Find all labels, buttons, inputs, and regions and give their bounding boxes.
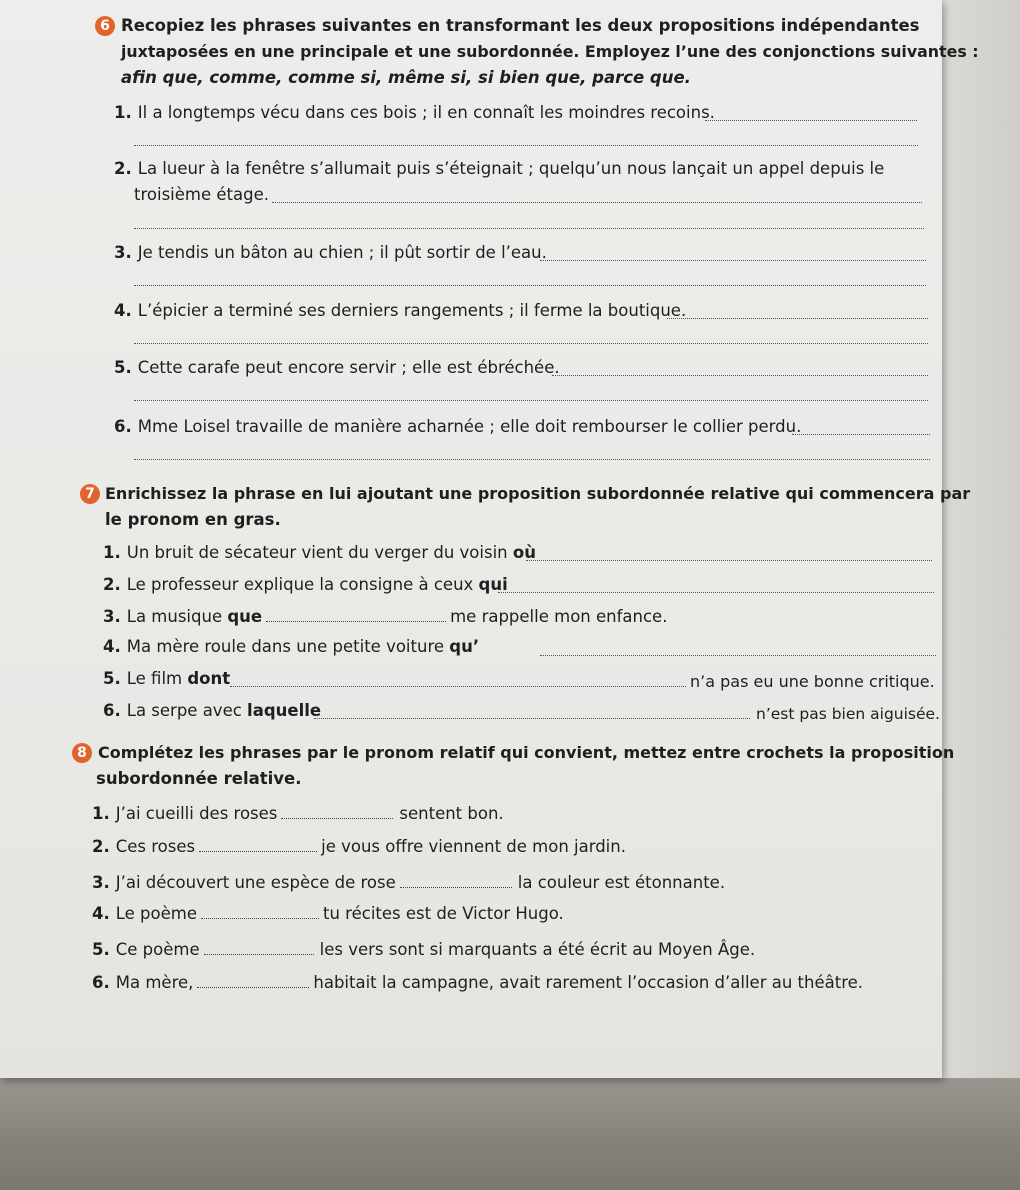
answer-blank[interactable] — [204, 940, 314, 955]
item-number: 5. — [92, 940, 110, 959]
answer-blank[interactable] — [201, 904, 319, 919]
item-text: Cette carafe peut encore servir ; elle est ébréchée. — [137, 358, 560, 377]
ex8-item-6 — [92, 972, 863, 994]
ex8-item-1 — [92, 803, 504, 825]
item-number: 4. — [103, 637, 121, 656]
item-text: La serpe avec — [126, 701, 248, 720]
answer-blank[interactable] — [266, 607, 446, 622]
item-number: 2. — [114, 159, 132, 178]
item-text-end: me rappelle mon enfance. — [450, 607, 668, 626]
ex6-item-2 — [114, 158, 884, 180]
answer-line[interactable] — [552, 375, 928, 376]
relative-pronoun: qui — [478, 575, 508, 594]
item-text: Le poème — [115, 904, 197, 923]
item-number: 5. — [114, 358, 132, 377]
answer-line[interactable] — [314, 718, 750, 719]
exercise-7-title-line2: le pronom en gras. — [105, 510, 281, 529]
item-number: 5. — [103, 669, 121, 688]
item-text: Ce poème — [115, 940, 200, 959]
item-number: 3. — [92, 873, 110, 892]
exercise-6-title-line2: juxtaposées en une principale et une subordonnée. Employez l’une des conjonctions suivantes : — [121, 42, 979, 61]
relative-pronoun: où — [512, 543, 536, 562]
ex6-item-5 — [114, 357, 560, 379]
answer-line[interactable] — [540, 655, 936, 656]
item-number: 1. — [92, 804, 110, 823]
ex7-item-1 — [103, 542, 536, 564]
answer-line[interactable] — [540, 260, 926, 261]
item-text: Un bruit de sécateur vient du verger du voisin — [126, 543, 513, 562]
answer-line[interactable] — [134, 145, 918, 146]
ex7-item-2 — [103, 574, 508, 596]
ex7-item-6-end: n’est pas bien aiguisée. — [756, 705, 940, 723]
item-number: 6. — [114, 417, 132, 436]
item-text-end: je vous offre viennent de mon jardin. — [321, 837, 626, 856]
item-text: Il a longtemps vécu dans ces bois ; il en connaît les moindres recoins. — [137, 103, 715, 122]
answer-blank[interactable] — [281, 804, 393, 819]
answer-line[interactable] — [134, 228, 924, 229]
page-edge — [942, 0, 1020, 1078]
ex6-item-1 — [114, 102, 715, 124]
relative-pronoun: laquelle — [247, 701, 322, 720]
ex6-item-3 — [114, 242, 547, 264]
item-text: La musique — [126, 607, 228, 626]
item-number: 6. — [103, 701, 121, 720]
item-number: 2. — [92, 837, 110, 856]
item-text: Je tendis un bâton au chien ; il pût sortir de l’eau. — [137, 243, 547, 262]
item-text-end: tu récites est de Victor Hugo. — [323, 904, 564, 923]
exercise-8-badge: 8 — [72, 743, 92, 763]
item-number: 4. — [92, 904, 110, 923]
item-number: 3. — [103, 607, 121, 626]
item-text-end: habitait la campagne, avait rarement l’occasion d’aller au théâtre. — [313, 973, 864, 992]
item-number: 1. — [103, 543, 121, 562]
ex6-item-4 — [114, 300, 686, 322]
ex7-item-5 — [103, 668, 230, 690]
item-text-end: les vers sont si marquants a été écrit au Moyen Âge. — [319, 940, 756, 959]
ex7-item-5-end: n’a pas eu une bonne critique. — [690, 672, 935, 691]
item-text-end: la couleur est étonnante. — [517, 873, 726, 892]
answer-line[interactable] — [705, 120, 917, 121]
exercise-6-title-line3: afin que, comme, comme si, même si, si bien que, parce que. — [121, 68, 691, 87]
item-text: La lueur à la fenêtre s’allumait puis s’éteignait ; quelqu’un nous lançait un appel depuis le — [137, 159, 885, 178]
answer-blank[interactable] — [197, 973, 309, 988]
item-text: J’ai cueilli des roses — [115, 804, 278, 823]
answer-line[interactable] — [134, 343, 928, 344]
answer-line[interactable] — [134, 285, 926, 286]
ex6-item-2-line2: troisième étage. — [134, 185, 269, 204]
ex7-item-3 — [103, 606, 667, 628]
answer-line[interactable] — [230, 686, 686, 687]
exercise-7-title-line1: Enrichissez la phrase en lui ajoutant une proposition subordonnée relative qui commencera par — [105, 484, 971, 503]
item-number: 2. — [103, 575, 121, 594]
table-surface — [0, 1075, 1020, 1190]
ex7-item-4 — [103, 636, 479, 658]
exercise-7-badge: 7 — [80, 484, 100, 504]
item-text-end: sentent bon. — [399, 804, 504, 823]
exercise-6-badge: 6 — [95, 16, 115, 36]
answer-line[interactable] — [667, 318, 928, 319]
item-text: Ces roses — [115, 837, 196, 856]
item-text: Ma mère, — [115, 973, 194, 992]
answer-line[interactable] — [134, 459, 930, 460]
item-number: 4. — [114, 301, 132, 320]
ex8-item-2 — [92, 836, 626, 858]
item-text: Le film — [126, 669, 188, 688]
exercise-8-title-line2: subordonnée relative. — [96, 769, 302, 788]
answer-line[interactable] — [134, 400, 928, 401]
answer-line[interactable] — [498, 592, 934, 593]
relative-pronoun: qu’ — [449, 637, 480, 656]
answer-blank[interactable] — [400, 873, 512, 888]
ex8-item-5 — [92, 939, 755, 961]
item-number: 6. — [92, 973, 110, 992]
answer-line[interactable] — [792, 434, 930, 435]
ex7-item-6 — [103, 700, 321, 722]
answer-line[interactable] — [526, 560, 932, 561]
item-text: Ma mère roule dans une petite voiture — [126, 637, 450, 656]
exercise-8-title-line1: Complétez les phrases par le pronom relatif qui convient, mettez entre crochets la proposition — [98, 743, 955, 762]
relative-pronoun: que — [227, 607, 263, 626]
relative-pronoun: dont — [187, 669, 231, 688]
item-text: L’épicier a terminé ses derniers rangements ; il ferme la boutique. — [137, 301, 687, 320]
item-text: Le professeur explique la consigne à ceux — [126, 575, 479, 594]
exercise-6-title-line1: Recopiez les phrases suivantes en transformant les deux propositions indépendantes — [121, 16, 920, 35]
item-text: Mme Loisel travaille de manière acharnée ; elle doit rembourser le collier perdu. — [137, 417, 802, 436]
ex8-item-3 — [92, 872, 725, 894]
item-number: 3. — [114, 243, 132, 262]
item-number: 1. — [114, 103, 132, 122]
answer-line[interactable] — [272, 202, 922, 203]
item-text: J’ai découvert une espèce de rose — [115, 873, 396, 892]
ex8-item-4 — [92, 903, 564, 925]
ex6-item-6 — [114, 416, 801, 438]
answer-blank[interactable] — [199, 837, 317, 852]
